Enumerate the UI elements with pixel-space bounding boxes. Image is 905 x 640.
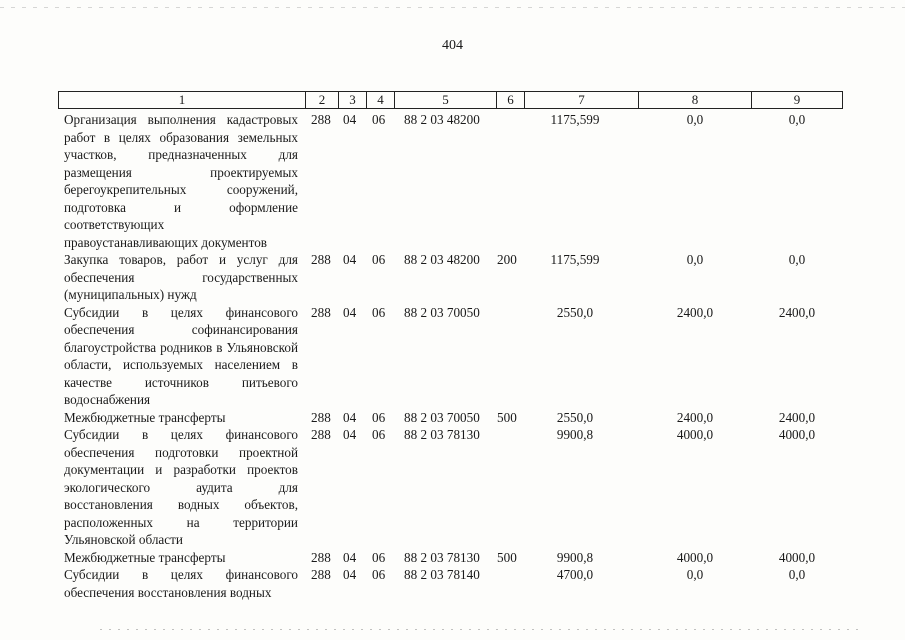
row-description: Субсидии в целях финансового обеспечения софинансирования благоустройства родников в Ульяновской области, используемых населением в качестве источников питьевого водоснабжения (64, 304, 298, 407)
cell-amount-col9: 0,0 (788, 252, 806, 267)
cell-target-article: 88 2 03 48200 (404, 112, 480, 127)
page-number: 404 (442, 38, 463, 53)
cell-subsection: 06 (372, 304, 386, 320)
cell-amount-col8: 0,0 (686, 252, 704, 267)
header-col-5: 5 (394, 92, 496, 108)
cell-amount-col7: 4700,0 (556, 567, 594, 582)
cell-amount-col9: 4000,0 (778, 427, 816, 442)
row-description: Межбюджетные трансферты (64, 549, 226, 565)
cell-ministry: 288 (311, 567, 331, 582)
table-row (0, 304, 905, 409)
cell-section: 04 (343, 409, 357, 425)
cell-target-article: 88 2 03 78130 (404, 549, 480, 565)
table-body (0, 111, 905, 601)
cell-amount-col8: 4000,0 (676, 549, 714, 565)
table-row (0, 566, 905, 601)
cell-subsection: 06 (372, 409, 386, 425)
cell-target-article: 88 2 03 78130 (404, 427, 480, 442)
cell-target-article: 88 2 03 70050 (404, 409, 480, 425)
cell-amount-col7: 2550,0 (556, 409, 594, 425)
cell-amount-col7: 1175,599 (550, 252, 600, 267)
cell-section: 04 (343, 567, 357, 582)
scan-artifact-bottom (100, 629, 860, 630)
row-description: Субсидии в целях финансового обеспечения подготовки проектной документации и разработки проектов экологического аудита для восстановления водных объектов, расположенных на территории Ульяновской области (64, 427, 298, 547)
table-row (0, 549, 905, 567)
cell-target-article: 88 2 03 70050 (404, 304, 480, 320)
cell-subsection: 06 (372, 549, 386, 565)
table-row (0, 251, 905, 304)
cell-amount-col8: 4000,0 (676, 427, 714, 442)
cell-subsection: 06 (372, 567, 386, 582)
table-row (0, 409, 905, 427)
cell-section: 04 (343, 427, 357, 442)
header-col-3: 3 (338, 92, 366, 108)
cell-amount-col9: 2400,0 (778, 304, 816, 320)
cell-amount-col9: 0,0 (788, 112, 806, 127)
cell-target-article: 88 2 03 78140 (404, 567, 480, 582)
header-col-8: 8 (638, 92, 751, 108)
cell-amount-col8: 2400,0 (676, 304, 714, 320)
cell-subsection: 06 (372, 427, 386, 442)
header-col-2: 2 (305, 92, 338, 108)
table-row (0, 111, 905, 251)
cell-amount-col9: 0,0 (788, 567, 806, 582)
cell-amount-col8: 0,0 (686, 567, 704, 582)
row-description: Организация выполнения кадастровых работ в целях образования земельных участков, предназначенных для размещения проектируемых берегоукрепительных сооружений, подготовка и оформление соответствующих правоустанавливающих документов (64, 112, 298, 250)
cell-amount-col9: 2400,0 (778, 409, 816, 425)
row-description: Субсидии в целях финансового обеспечения восстановления водных (64, 567, 298, 600)
cell-amount-col8: 0,0 (686, 112, 704, 127)
cell-ministry: 288 (311, 409, 331, 425)
cell-ministry: 288 (311, 549, 331, 565)
cell-section: 04 (343, 304, 357, 320)
table-header (58, 91, 843, 109)
cell-expense-type: 500 (497, 409, 517, 425)
table-row (0, 426, 905, 549)
cell-amount-col8: 2400,0 (676, 409, 714, 425)
cell-ministry: 288 (311, 112, 331, 127)
header-col-4: 4 (366, 92, 394, 108)
cell-subsection: 06 (372, 252, 386, 267)
header-col-1: 1 (178, 92, 186, 107)
cell-target-article: 88 2 03 48200 (404, 252, 480, 267)
header-col-9: 9 (751, 92, 842, 108)
cell-expense-type: 200 (497, 252, 517, 267)
cell-section: 04 (343, 252, 357, 267)
row-description: Закупка товаров, работ и услуг для обеспечения государственных (муниципальных) нужд (64, 252, 298, 302)
cell-section: 04 (343, 112, 357, 127)
scan-artifact-top (0, 7, 905, 8)
cell-subsection: 06 (372, 112, 386, 127)
row-description: Межбюджетные трансферты (64, 409, 226, 425)
cell-ministry: 288 (311, 252, 331, 267)
header-col-7: 7 (524, 92, 638, 108)
cell-section: 04 (343, 549, 357, 565)
cell-amount-col7: 9900,8 (556, 549, 594, 565)
header-col-6: 6 (496, 92, 524, 108)
cell-amount-col7: 1175,599 (550, 112, 600, 127)
cell-expense-type: 500 (497, 549, 517, 565)
cell-ministry: 288 (311, 427, 331, 442)
cell-amount-col7: 9900,8 (556, 427, 594, 442)
cell-ministry: 288 (311, 304, 331, 320)
cell-amount-col9: 4000,0 (778, 549, 816, 565)
cell-amount-col7: 2550,0 (556, 304, 594, 320)
